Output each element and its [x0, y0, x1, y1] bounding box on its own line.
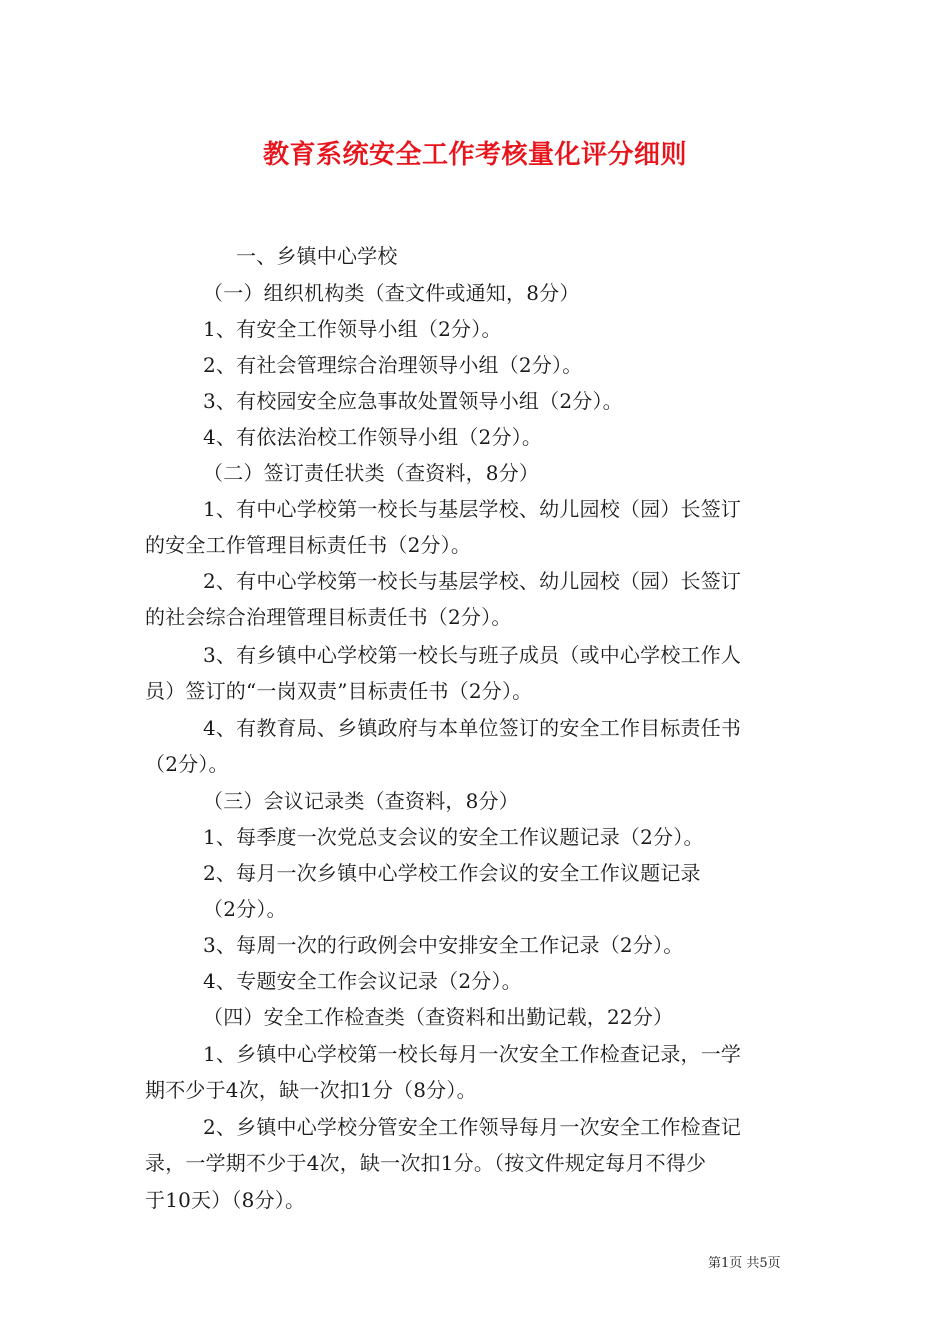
- subsection-heading: （三）会议记录类（查资料，8分）: [203, 789, 519, 813]
- subsection-heading: （二）签订责任状类（查资料，8分）: [203, 461, 540, 485]
- list-item-continuation: 员）签订的“一岗双责”目标责任书（2分）。: [145, 679, 533, 703]
- list-item: 2、每月一次乡镇中心学校工作会议的安全工作议题记录: [203, 861, 701, 885]
- list-item-continuation: （2分）。: [203, 897, 287, 921]
- list-item-continuation: 的安全工作管理目标责任书（2分）。: [145, 533, 472, 557]
- list-item: 2、有社会管理综合治理领导小组（2分）。: [203, 353, 583, 377]
- list-item: 4、专题安全工作会议记录（2分）。: [203, 969, 522, 993]
- list-item-continuation: 的社会综合治理管理目标责任书（2分）。: [145, 605, 512, 629]
- list-item: 1、每季度一次党总支会议的安全工作议题记录（2分）。: [203, 825, 704, 849]
- list-item-continuation: 于10天）（8分）。: [145, 1188, 306, 1212]
- list-item: 4、有教育局、乡镇政府与本单位签订的安全工作目标责任书: [203, 716, 742, 740]
- subsection-heading: （四）安全工作检查类（查资料和出勤记载，22分）: [203, 1005, 674, 1029]
- page-number: 第1页 共5页: [708, 1256, 781, 1271]
- list-item: 1、有中心学校第一校长与基层学校、幼儿园校（园）长签订: [203, 497, 742, 521]
- document-title: 教育系统安全工作考核量化评分细则: [262, 140, 687, 170]
- list-item: 3、有乡镇中心学校第一校长与班子成员（或中心学校工作人: [203, 643, 742, 667]
- section-heading: 一、乡镇中心学校: [236, 244, 398, 268]
- list-item: 3、有校园安全应急事故处置领导小组（2分）。: [203, 389, 623, 413]
- list-item: 4、有依法治校工作领导小组（2分）。: [203, 425, 543, 449]
- subsection-heading: （一）组织机构类（查文件或通知，8分）: [203, 281, 580, 305]
- list-item: 1、有安全工作领导小组（2分）。: [203, 317, 502, 341]
- list-item: 2、有中心学校第一校长与基层学校、幼儿园校（园）长签订: [203, 569, 742, 593]
- list-item-continuation: 期不少于4次，缺一次扣1分（8分）。: [145, 1078, 477, 1102]
- list-item: 1、乡镇中心学校第一校长每月一次安全工作检查记录，一学: [203, 1042, 742, 1066]
- list-item-continuation: 录，一学期不少于4次，缺一次扣1分。（按文件规定每月不得少: [145, 1151, 707, 1175]
- list-item-continuation: （2分）。: [145, 752, 229, 776]
- list-item: 3、每周一次的行政例会中安排安全工作记录（2分）。: [203, 933, 684, 957]
- list-item: 2、乡镇中心学校分管安全工作领导每月一次安全工作检查记: [203, 1115, 742, 1139]
